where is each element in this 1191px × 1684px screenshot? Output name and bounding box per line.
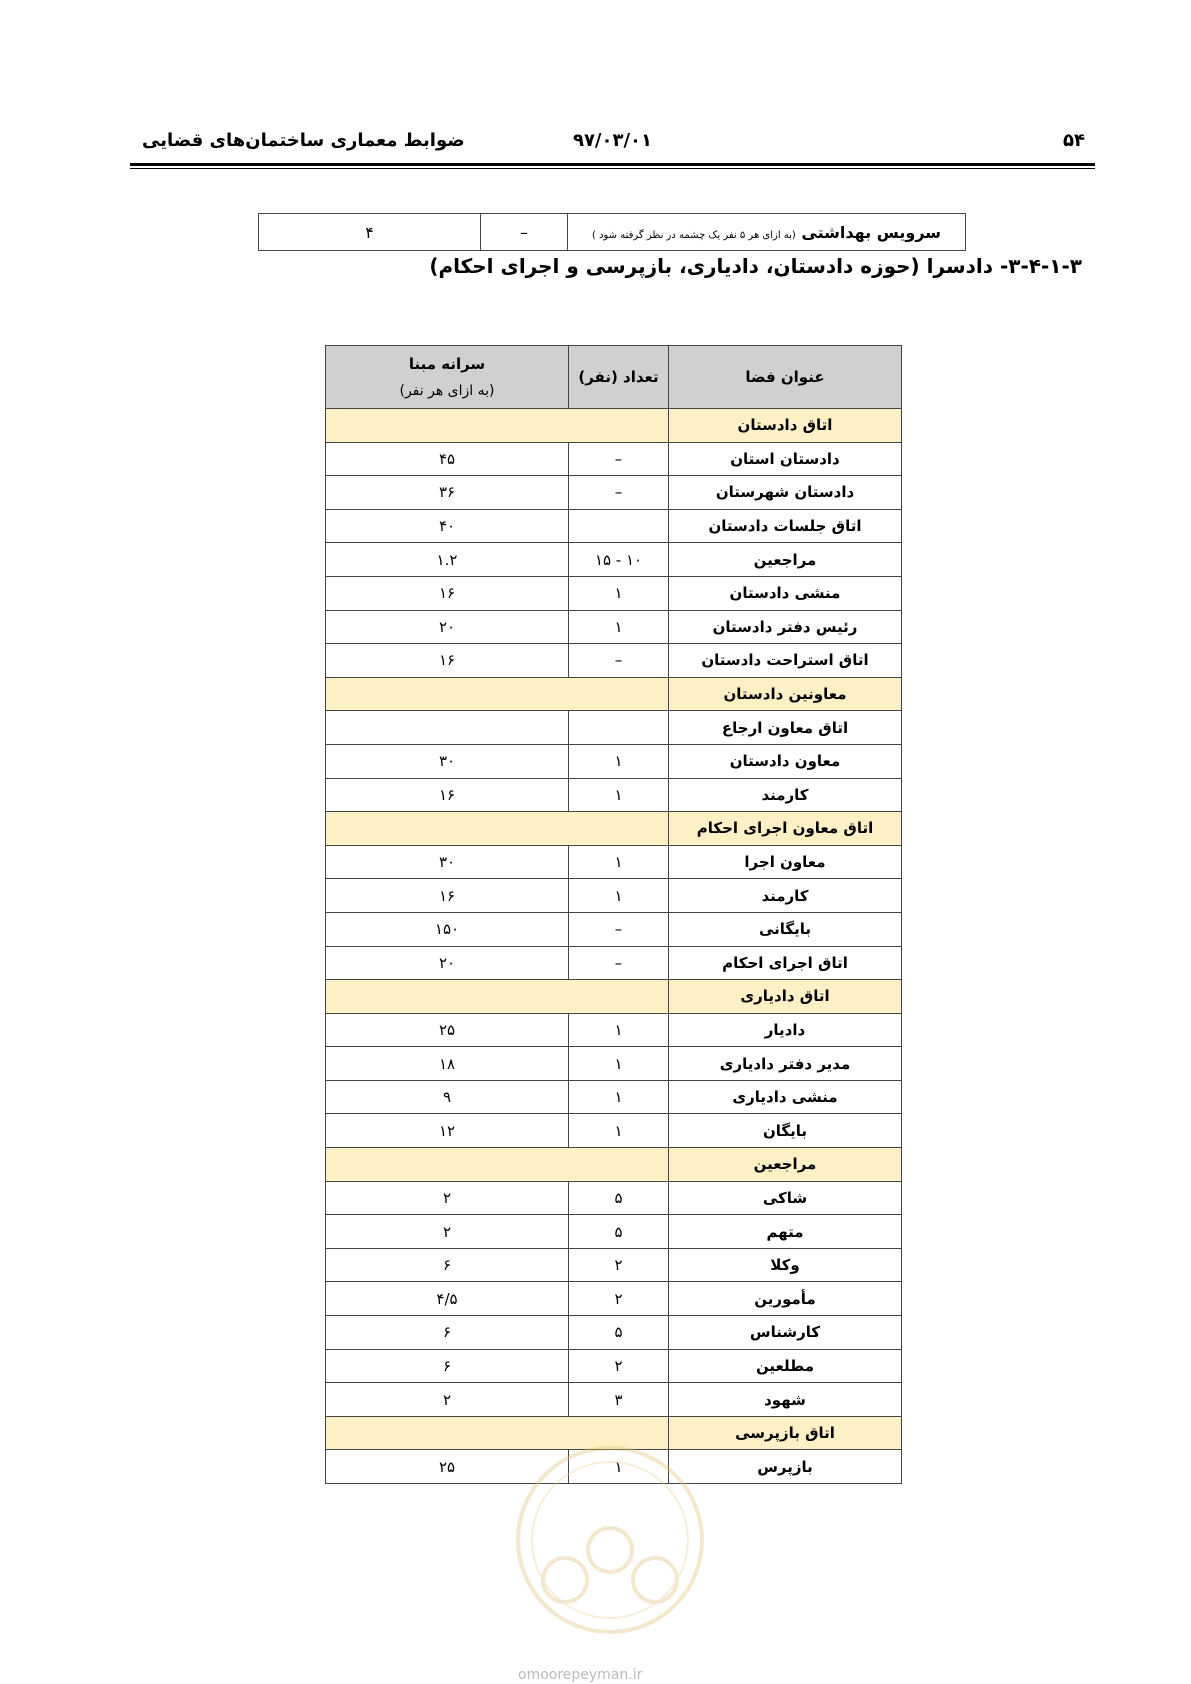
cell-count [569, 711, 669, 745]
cell-count: ۱ [569, 576, 669, 610]
cell-area: ۲ [326, 1215, 569, 1249]
table-row [326, 610, 902, 644]
row-count: – [481, 214, 568, 251]
watermark-logo [505, 1440, 715, 1640]
cell-count: ۲ [569, 1282, 669, 1316]
cell-name: بایگان [669, 1114, 902, 1148]
cell-area: ۲ [326, 1181, 569, 1215]
table-row [326, 1316, 902, 1350]
cell-name: دادستان شهرستان [669, 476, 902, 510]
cell-area: ۲۵ [326, 1450, 569, 1484]
table-row [326, 1047, 902, 1081]
cell-name: مراجعین [669, 543, 902, 577]
table-row [326, 711, 902, 745]
category-row [326, 409, 902, 443]
category-empty-cell [326, 409, 669, 443]
cell-name: کارمند [669, 879, 902, 913]
category-empty-cell [326, 677, 669, 711]
cell-area: ۲۰ [326, 610, 569, 644]
table-row [326, 744, 902, 778]
cell-name: مدیر دفتر دادیاری [669, 1047, 902, 1081]
cell-name: دادستان استان [669, 442, 902, 476]
table-row [326, 1181, 902, 1215]
cell-area: ۱۶ [326, 778, 569, 812]
table-row [326, 1248, 902, 1282]
table-row [326, 509, 902, 543]
cell-name: منشی دادستان [669, 576, 902, 610]
header-rule [130, 163, 1095, 166]
table-row [326, 1349, 902, 1383]
cell-count: ۵ [569, 1316, 669, 1350]
category-label: اتاق دادیاری [669, 980, 902, 1014]
cell-count: ۱ [569, 1080, 669, 1114]
row-label-note: (به ازای هر ۵ نفر یک چشمه در نظر گرفته شود ) [591, 229, 796, 241]
cell-count: ۱ [569, 1450, 669, 1484]
cell-name: معاون اجرا [669, 845, 902, 879]
cell-count: ۱ [569, 778, 669, 812]
category-empty-cell [326, 1148, 669, 1182]
col-header-count: تعداد (نفر) [569, 346, 669, 409]
page-header [130, 130, 1095, 160]
cell-count [569, 509, 669, 543]
category-row [326, 980, 902, 1014]
watermark-url: omoorepeyman.ir [518, 1667, 643, 1683]
cell-count: ۵ [569, 1181, 669, 1215]
cell-area: ۲۵ [326, 1013, 569, 1047]
cell-area: ۱۶ [326, 576, 569, 610]
row-label [568, 214, 966, 251]
table-row [326, 442, 902, 476]
cell-area: ۱۸ [326, 1047, 569, 1081]
category-label: اتاق معاون اجرای احکام [669, 812, 902, 846]
cell-count: ۱ [569, 845, 669, 879]
col-header-area-sub: (به ازای هر نفر) [399, 383, 495, 399]
cell-area: ۳۰ [326, 845, 569, 879]
cell-area: ۱۶ [326, 879, 569, 913]
table-row [326, 1383, 902, 1417]
table-row [326, 576, 902, 610]
cell-count: ۱ [569, 879, 669, 913]
table-row [326, 778, 902, 812]
table-row [326, 1114, 902, 1148]
category-label: اتاق دادستان [669, 409, 902, 443]
table-header-row [326, 346, 902, 409]
cell-count: ۱ [569, 1047, 669, 1081]
cell-area: ۲ [326, 1383, 569, 1417]
cell-area: ۲۰ [326, 946, 569, 980]
header-rule-thin [130, 168, 1095, 169]
continued-table [258, 213, 966, 251]
header-title: ضوابط معماری ساختمان‌های قضایی [142, 130, 465, 151]
cell-area: ۴۵ [326, 442, 569, 476]
table-row [326, 476, 902, 510]
col-header-name: عنوان فضا [669, 346, 902, 409]
category-label: مراجعین [669, 1148, 902, 1182]
cell-name: متهم [669, 1215, 902, 1249]
cell-count: ۵ [569, 1215, 669, 1249]
table-row [326, 1215, 902, 1249]
table-row [326, 879, 902, 913]
table-row [326, 845, 902, 879]
cell-count: ۳ [569, 1383, 669, 1417]
cell-name: منشی دادیاری [669, 1080, 902, 1114]
category-empty-cell [326, 812, 669, 846]
table-row [326, 1282, 902, 1316]
cell-name: بایگانی [669, 912, 902, 946]
category-row [326, 812, 902, 846]
cell-area: ۶ [326, 1248, 569, 1282]
cell-name: دادیار [669, 1013, 902, 1047]
cell-area: ۳۰ [326, 744, 569, 778]
cell-area: ۳۶ [326, 476, 569, 510]
section-title: ۳-۴-۱-۳- دادسرا (حوزه دادستان، دادیاری، بازپرسی و اجرای احکام) [429, 254, 1082, 278]
cell-name: بازپرس [669, 1450, 902, 1484]
cell-count: ۱۰ - ۱۵ [569, 543, 669, 577]
cell-area: ۹ [326, 1080, 569, 1114]
cell-name: اتاق اجرای احکام [669, 946, 902, 980]
page-number: ۵۴ [1063, 130, 1085, 151]
category-row [326, 677, 902, 711]
cell-area: ۱.۲ [326, 543, 569, 577]
cell-name: شهود [669, 1383, 902, 1417]
cell-area: ۶ [326, 1349, 569, 1383]
cell-count: ۱ [569, 1114, 669, 1148]
cell-area: ۴/۵ [326, 1282, 569, 1316]
table-row [326, 543, 902, 577]
cell-count: ۱ [569, 744, 669, 778]
category-empty-cell [326, 980, 669, 1014]
table-row [326, 912, 902, 946]
cell-count: – [569, 946, 669, 980]
cell-name: مأمورین [669, 1282, 902, 1316]
cell-area: ۶ [326, 1316, 569, 1350]
cell-count: ۱ [569, 1013, 669, 1047]
table-row [326, 1080, 902, 1114]
cell-name: اتاق جلسات دادستان [669, 509, 902, 543]
cell-count: – [569, 912, 669, 946]
cell-name: رئیس دفتر دادستان [669, 610, 902, 644]
col-header-area [326, 346, 569, 409]
category-row [326, 1148, 902, 1182]
row-label-bold: سرویس بهداشتی [801, 222, 941, 242]
cell-count: – [569, 644, 669, 678]
table-row [259, 214, 966, 251]
cell-count: ۱ [569, 610, 669, 644]
cell-name: اتاق استراحت دادستان [669, 644, 902, 678]
header-date: ۹۷/۰۳/۰۱ [572, 130, 653, 151]
cell-name: کارشناس [669, 1316, 902, 1350]
cell-count: – [569, 476, 669, 510]
cell-count: ۲ [569, 1349, 669, 1383]
space-table [325, 345, 902, 1484]
cell-area: ۱۵۰ [326, 912, 569, 946]
table-row [326, 644, 902, 678]
category-label: معاونین دادستان [669, 677, 902, 711]
table-row [326, 1013, 902, 1047]
category-label: اتاق بازپرسی [669, 1416, 902, 1450]
cell-name: کارمند [669, 778, 902, 812]
cell-name: اتاق معاون ارجاع [669, 711, 902, 745]
row-area: ۴ [259, 214, 481, 251]
cell-count: ۲ [569, 1248, 669, 1282]
cell-count: – [569, 442, 669, 476]
cell-area: ۱۲ [326, 1114, 569, 1148]
cell-area: ۱۶ [326, 644, 569, 678]
col-header-area-title: سرانه مبنا [408, 355, 486, 373]
cell-area [326, 711, 569, 745]
cell-name: مطلعین [669, 1349, 902, 1383]
table-row [326, 946, 902, 980]
cell-area: ۴۰ [326, 509, 569, 543]
cell-name: معاون دادستان [669, 744, 902, 778]
cell-name: شاکی [669, 1181, 902, 1215]
cell-name: وکلا [669, 1248, 902, 1282]
